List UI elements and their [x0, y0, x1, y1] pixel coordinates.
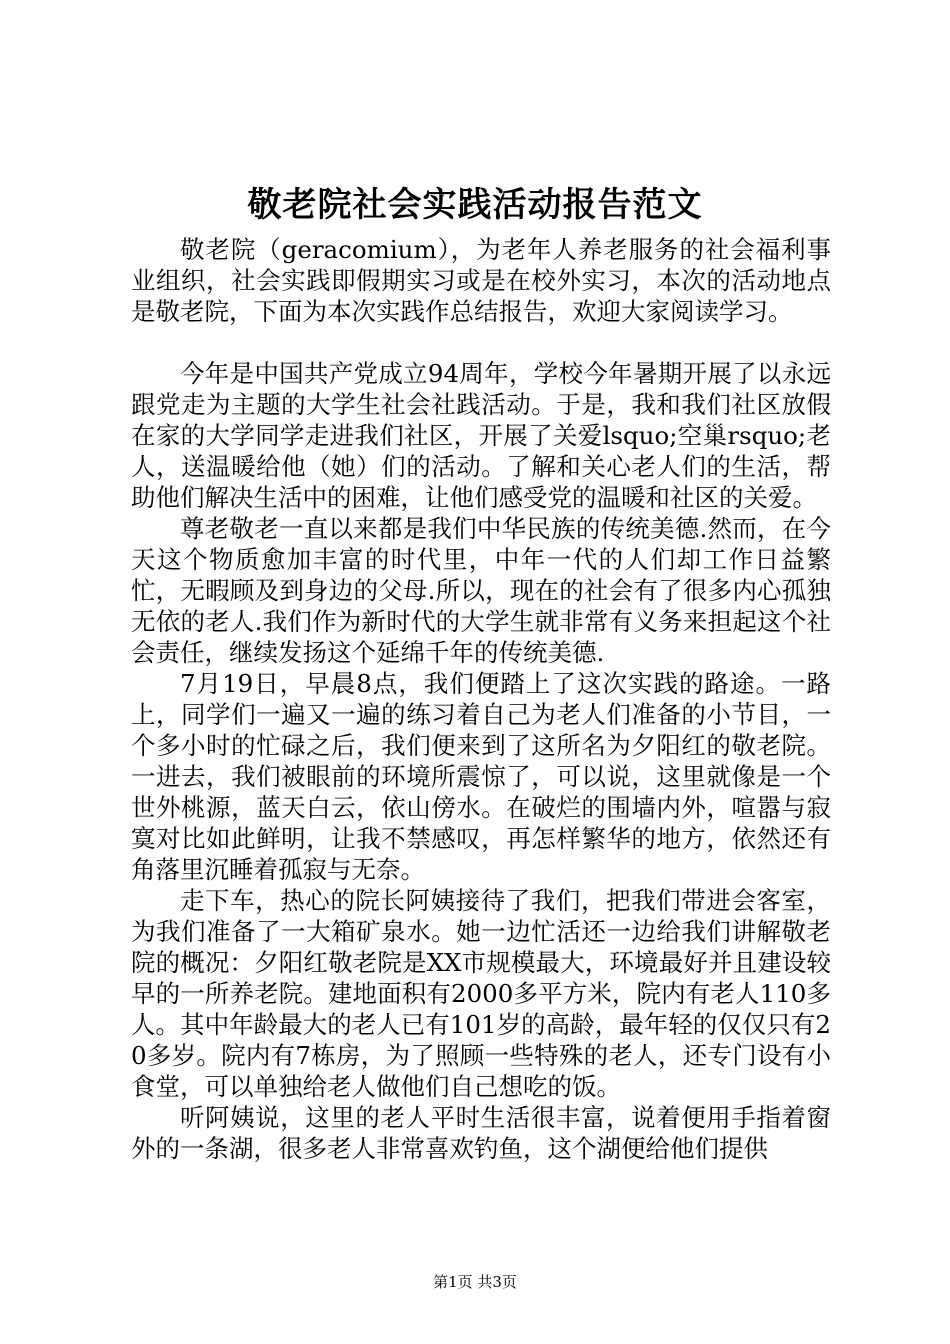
body-paragraph: 听阿姨说，这里的老人平时生活很丰富，说着便用手指着窗外的一条湖，很多老人非常喜欢钓鱼，这个湖便给他们提供 — [131, 1103, 831, 1163]
body-paragraph: 走下车，热心的院长阿姨接待了我们，把我们带进会客室，为我们准备了一大箱矿泉水。她一边忙活还一边给我们讲解敬老院的概况：夕阳红敬老院是XX市规模最大，环境最好并且建设较早的一所养老院。建地面积有2000多平方米，院内有老人110多人。其中年龄最大的老人已有101岁的高龄，最年轻的仅仅只有20多岁。院内有7栋房，为了照顾一些特殊的老人，还专门设有小食堂，可以单独给老人做他们自己想吃的饭。 — [131, 886, 831, 1101]
body-paragraph: 尊老敬老一直以来都是我们中华民族的传统美德.然而，在今天这个物质愈加丰富的时代里，中年一代的人们却工作日益繁忙，无暇顾及到身边的父母.所以，现在的社会有了很多内心孤独无依的老人.我们作为新时代的大学生就非常有义务来担起这个社会责任，继续发扬这个延绵千年的传统美德. — [131, 514, 831, 667]
document-body — [131, 234, 831, 1164]
body-paragraph: 今年是中国共产党成立94周年，学校今年暑期开展了以永远跟党走为主题的大学生社会社践活动。于是，我和我们社区放假在家的大学同学走进我们社区，开展了关爱lsquo;空巢rsquo;老人，送温暖给他（她）们的活动。了解和关心老人们的生活，帮助他们解决生活中的困难，让他们感受党的温暖和社区的关爱。 — [131, 359, 831, 512]
page-footer: 第1页 共3页 — [433, 1273, 517, 1291]
body-paragraph: 7月19日，早晨8点，我们便踏上了这次实践的路途。一路上，同学们一遍又一遍的练习着自己为老人们准备的小节目，一个多小时的忙碌之后，我们便来到了这所名为夕阳红的敬老院。一进去，我们被眼前的环境所震惊了，可以说，这里就像是一个世外桃源，蓝天白云，依山傍水。在破烂的围墙内外，喧嚣与寂寞对比如此鲜明，让我不禁感叹，再怎样繁华的地方，依然还有角落里沉睡着孤寂与无奈。 — [131, 669, 831, 884]
intro-paragraph: 敬老院（geracomium），为老年人养老服务的社会福利事业组织，社会实践即假期实习或是在校外实习，本次的活动地点是敬老院，下面为本次实践作总结报告，欢迎大家阅读学习。 — [131, 235, 831, 326]
document-title: 敬老院社会实践活动报告范文 — [247, 185, 703, 225]
